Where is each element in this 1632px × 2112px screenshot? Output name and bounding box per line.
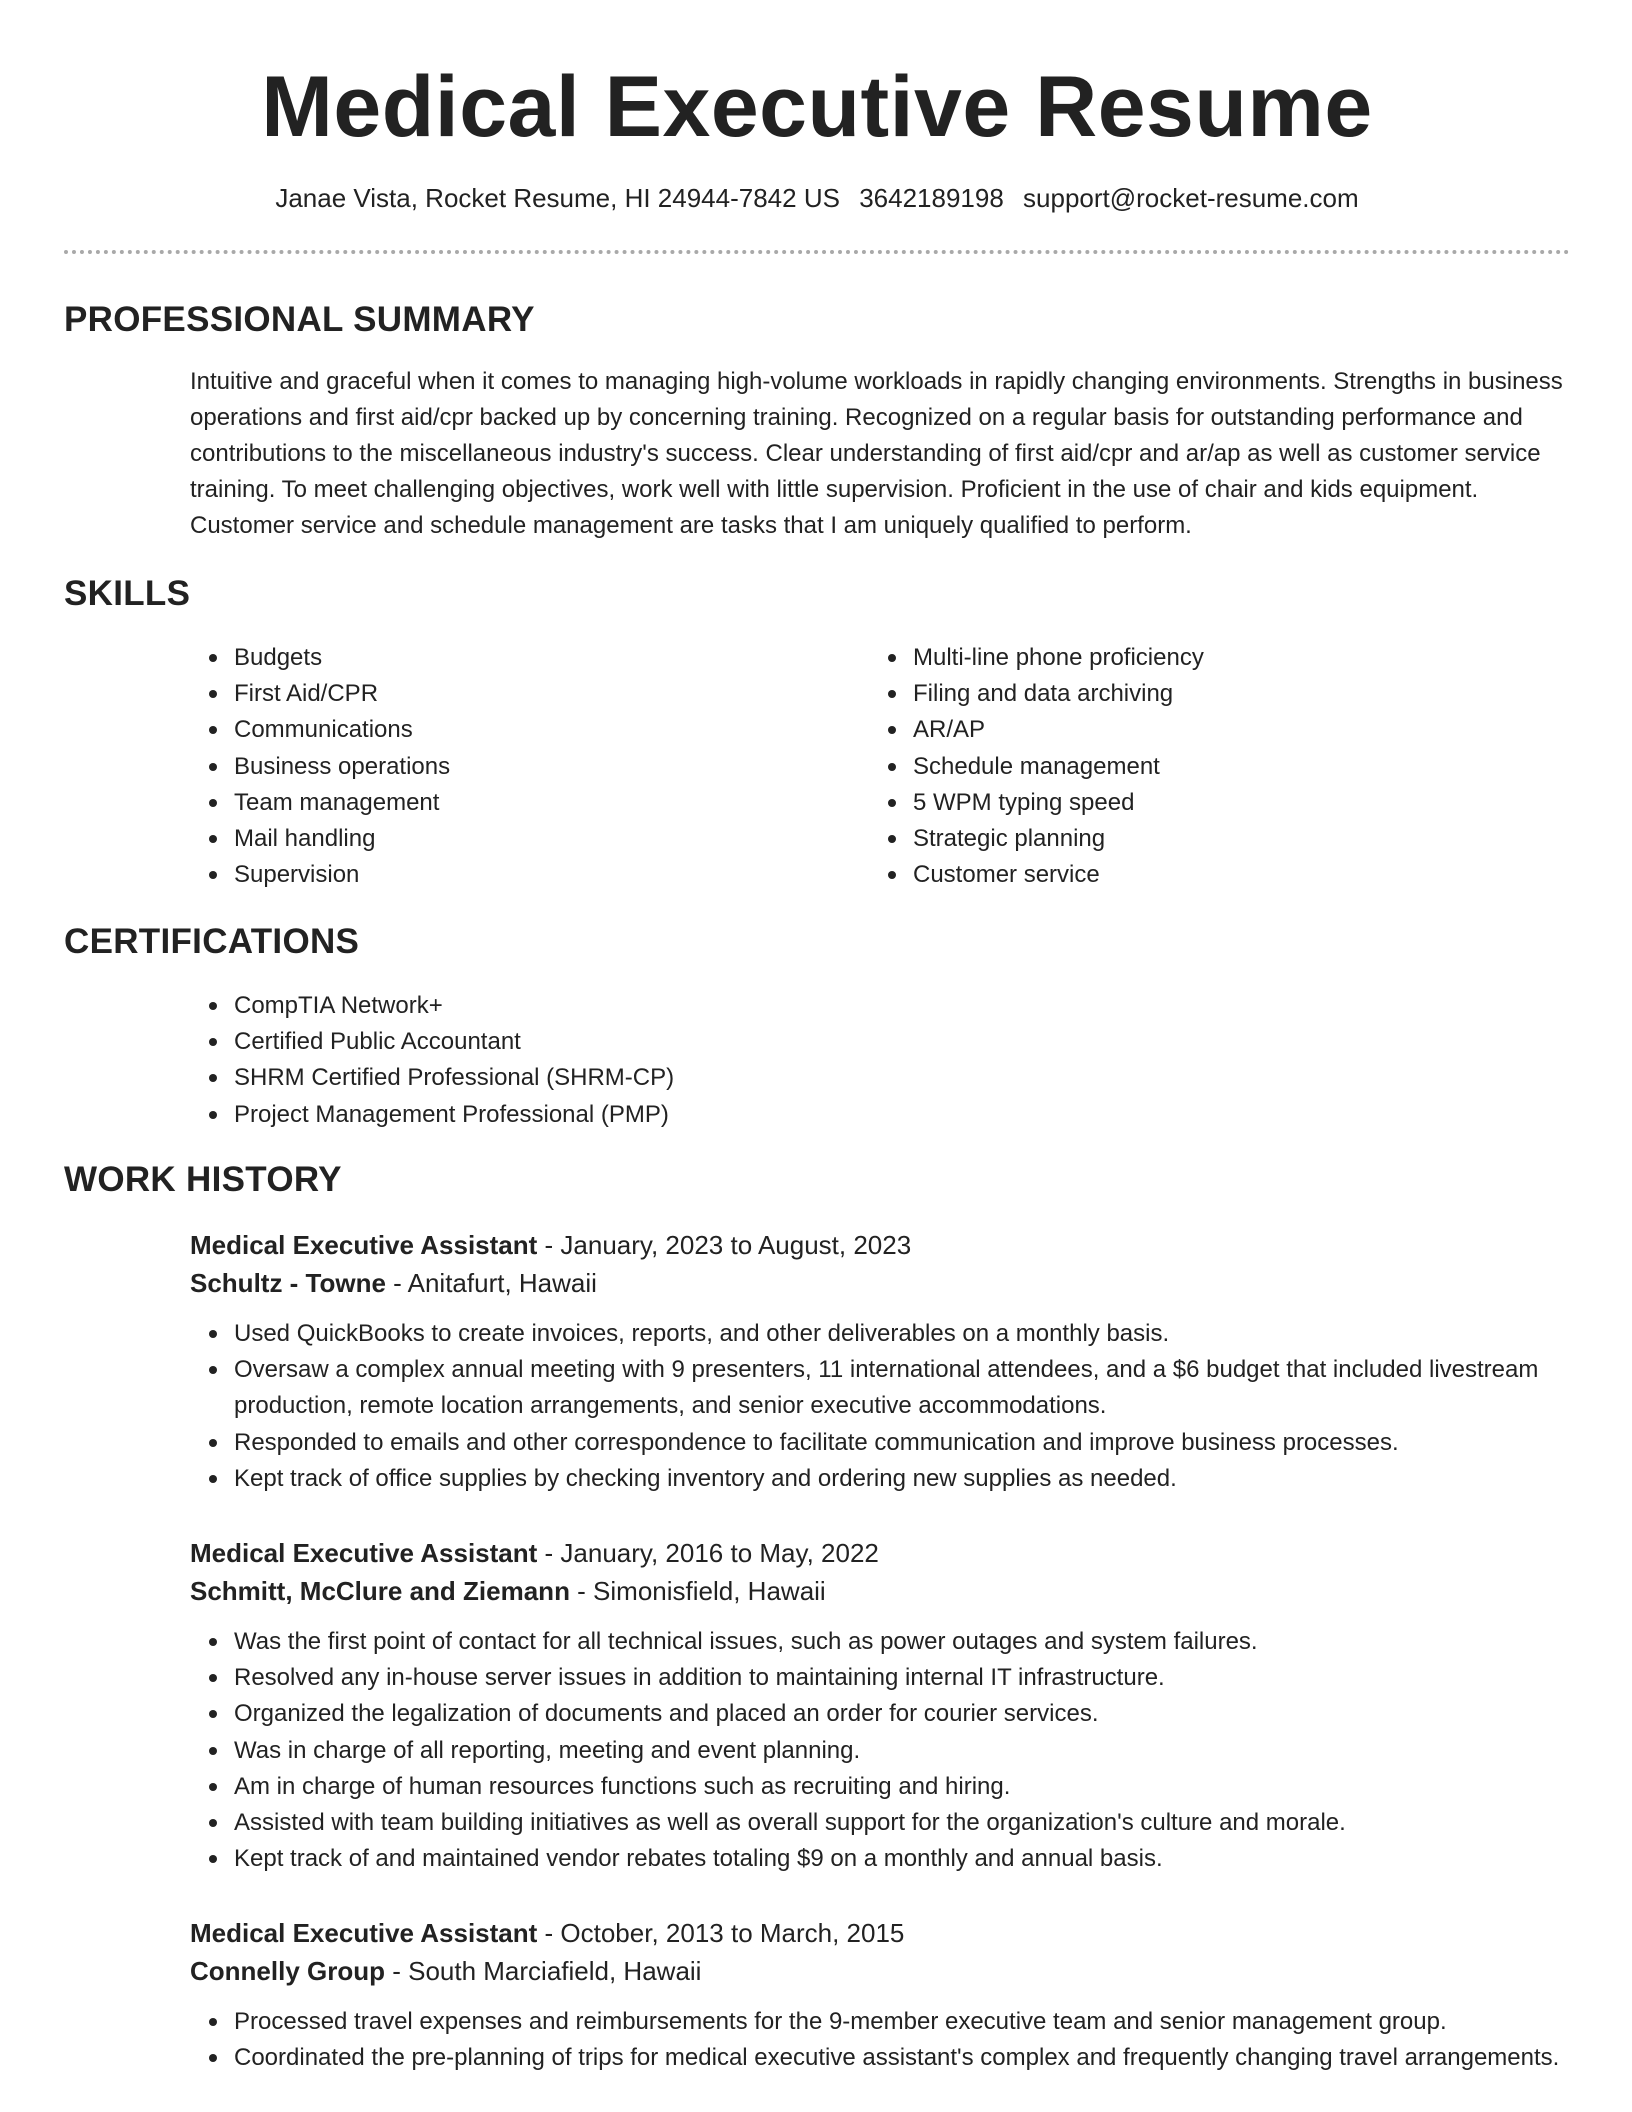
skill-item: AR/AP (913, 712, 1509, 748)
job-company: Schmitt, McClure and Ziemann (190, 1576, 570, 1606)
job-duty: Was the first point of contact for all technical issues, such as power outages and system failures. (234, 1624, 1570, 1660)
contact-line (64, 180, 1570, 216)
job-dates: - January, 2016 to May, 2022 (537, 1538, 879, 1568)
contact-address: Janae Vista, Rocket Resume, HI 24944-7842 US (275, 183, 840, 213)
job-location: - Simonisfield, Hawaii (569, 1576, 826, 1606)
job-title: Medical Executive Assistant (190, 1230, 538, 1260)
job-title-line (190, 1226, 1570, 1264)
contact-phone: 3642189198 (859, 183, 1004, 213)
certification-item: CompTIA Network+ (234, 988, 1490, 1024)
job-company-line (190, 1572, 1570, 1610)
skill-item: First Aid/CPR (234, 676, 830, 712)
job-duty: Responded to emails and other correspondence to facilitate communication and improve business processes. (234, 1425, 1570, 1461)
job-entry (190, 1226, 1570, 1497)
job-company: Schultz - Towne (190, 1268, 386, 1298)
job-duty: Assisted with team building initiatives as well as overall support for the organization's culture and morale. (234, 1805, 1570, 1841)
skill-item: 5 WPM typing speed (913, 785, 1509, 821)
summary-heading: PROFESSIONAL SUMMARY (64, 300, 535, 339)
certification-item: SHRM Certified Professional (SHRM-CP) (234, 1060, 1490, 1096)
job-location: - South Marciafield, Hawaii (385, 1956, 702, 1986)
job-duty: Oversaw a complex annual meeting with 9 presenters, 11 international attendees, and a $6 budget that included livestream production, remote location arrangements, and senior executive accommodations. (234, 1352, 1570, 1424)
job-duties (190, 1624, 1570, 1877)
job-company: Connelly Group (190, 1956, 385, 1986)
job-duty: Used QuickBooks to create invoices, reports, and other deliverables on a monthly basis. (234, 1316, 1570, 1352)
job-location: - Anitafurt, Hawaii (385, 1268, 597, 1298)
certification-item: Project Management Professional (PMP) (234, 1097, 1490, 1133)
job-duties (190, 2004, 1570, 2076)
summary-text: Intuitive and graceful when it comes to managing high-volume workloads in rapidly changing environments. Strengths in business operations and first aid/cpr backed up by concerning training. Recognized on a regular basis for outstanding performance and contributions to the miscellaneous industry's success. Clear understanding of first aid/cpr and ar/ap as well as customer service training. To meet challenging objectives, work well with little supervision. Proficient in the use of chair and kids equipment. Customer service and schedule management are tasks that I am uniquely qualified to perform. (190, 368, 1563, 539)
job-duty: Coordinated the pre-planning of trips for medical executive assistant's complex and frequently changing travel arrangements. (234, 2040, 1570, 2076)
job-entry (190, 1914, 1570, 2076)
skill-item: Supervision (234, 857, 830, 893)
job-duty: Resolved any in-house server issues in addition to maintaining internal IT infrastructure. (234, 1660, 1570, 1696)
skills-heading: SKILLS (64, 574, 191, 613)
job-title: Medical Executive Assistant (190, 1918, 538, 1948)
job-title: Medical Executive Assistant (190, 1538, 538, 1568)
skill-item: Mail handling (234, 821, 830, 857)
job-company-line (190, 1264, 1570, 1302)
certifications-heading: CERTIFICATIONS (64, 922, 360, 961)
skill-item: Multi-line phone proficiency (913, 640, 1509, 676)
job-dates: - October, 2013 to March, 2015 (537, 1918, 905, 1948)
skill-item: Budgets (234, 640, 830, 676)
job-duties (190, 1316, 1570, 1497)
job-company-line (190, 1952, 1570, 1990)
job-duty: Was in charge of all reporting, meeting and event planning. (234, 1733, 1570, 1769)
job-duty: Organized the legalization of documents and placed an order for courier services. (234, 1696, 1570, 1732)
certifications (190, 988, 1490, 1133)
skill-item: Schedule management (913, 749, 1509, 785)
certification-item: Certified Public Accountant (234, 1024, 1490, 1060)
job-entry (190, 1534, 1570, 1877)
certifications-list (190, 988, 1490, 1133)
skills-list-right (869, 640, 1509, 893)
skills-column-right (869, 640, 1509, 893)
skill-item: Business operations (234, 749, 830, 785)
job-duty: Am in charge of human resources functions such as recruiting and hiring. (234, 1769, 1570, 1805)
skill-item: Communications (234, 712, 830, 748)
job-duty: Processed travel expenses and reimbursements for the 9-member executive team and senior management group. (234, 2004, 1570, 2040)
job-title-line (190, 1914, 1570, 1952)
job-duty: Kept track of and maintained vendor rebates totaling $9 on a monthly and annual basis. (234, 1841, 1570, 1877)
skill-item: Team management (234, 785, 830, 821)
header-divider (64, 250, 1570, 254)
work-history-heading: WORK HISTORY (64, 1160, 342, 1199)
skill-item: Filing and data archiving (913, 676, 1509, 712)
page-title: Medical Executive Resume (261, 59, 1373, 155)
skill-item: Customer service (913, 857, 1509, 893)
job-duty: Kept track of office supplies by checking inventory and ordering new supplies as needed. (234, 1461, 1570, 1497)
contact-email: support@rocket-resume.com (1023, 183, 1359, 213)
skills-column-left (190, 640, 830, 893)
job-title-line (190, 1534, 1570, 1572)
skill-item: Strategic planning (913, 821, 1509, 857)
job-dates: - January, 2023 to August, 2023 (537, 1230, 912, 1260)
skills-list-left (190, 640, 830, 893)
